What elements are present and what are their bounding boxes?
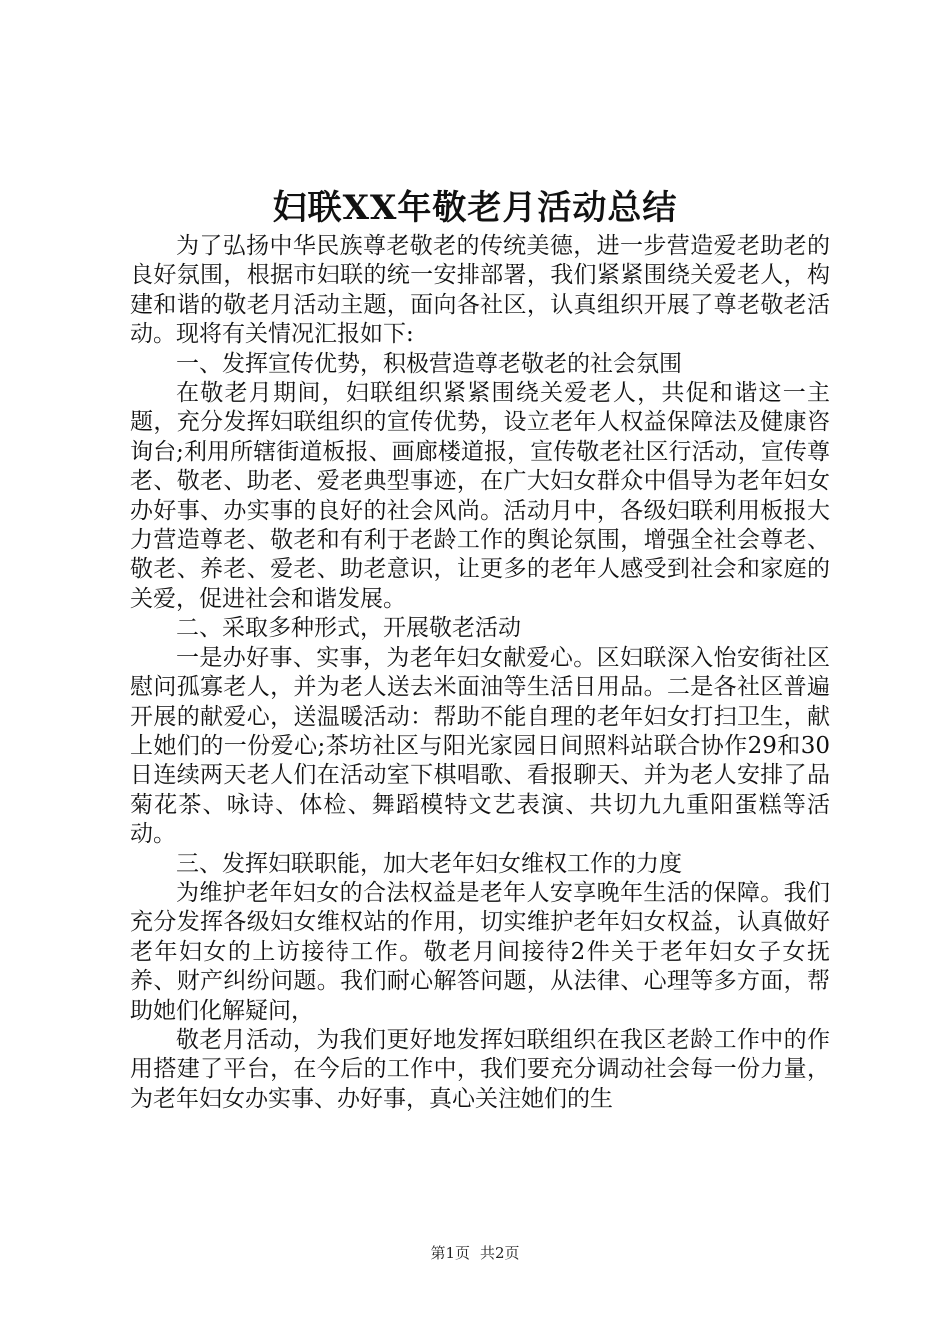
- page-total: 共2页: [480, 1244, 520, 1262]
- intro-paragraph: 为了弘扬中华民族尊老敬老的传统美德，进一步营造爱老助老的良好氛围，根据市妇联的统一安排部署，我们紧紧围绕关爱老人，构建和谐的敬老月活动主题，面向各社区，认真组织开展了尊老敬老活动。现将有关情况汇报如下:: [130, 233, 830, 348]
- section-2-paragraph: 一是办好事、实事，为老年妇女献爱心。区妇联深入怡安街社区慰问孤寡老人，并为老人送去米面油等生活日用品。二是各社区普遍开展的献爱心，送温暖活动：帮助不能自理的老年妇女打扫卫生，献上她们的一份爱心;茶坊社区与阳光家园日间照料站联合协作29和30日连续两天老人们在活动室下棋唱歌、看报聊天、并为老人安排了品菊花茶、咏诗、体检、舞蹈模特文艺表演、共切九九重阳蛋糕等活动。: [130, 644, 830, 848]
- section-3-paragraph: 为维护老年妇女的合法权益是老年人安享晚年生活的保障。我们充分发挥各级妇女维权站的作用，切实维护老年妇女权益，认真做好老年妇女的上访接待工作。敬老月间接待2件关于老年妇女子女抚养、财产纠纷问题。我们耐心解答问题，从法律、心理等多方面，帮助她们化解疑问，: [130, 879, 830, 1024]
- section-heading-3: 三、发挥妇联职能，加大老年妇女维权工作的力度: [176, 850, 682, 877]
- document-title: 妇联XX年敬老月活动总结: [272, 188, 678, 228]
- section-heading-2: 二、采取多种形式，开展敬老活动: [176, 615, 521, 642]
- page-number: 第1页: [430, 1244, 470, 1262]
- page-footer: [0, 1243, 950, 1263]
- document-body: [130, 232, 830, 1114]
- section-heading-1: 一、发挥宣传优势，积极营造尊老敬老的社会氛围: [176, 350, 682, 377]
- closing-paragraph: 敬老月活动，为我们更好地发挥妇联组织在我区老龄工作中的作用搭建了平台，在今后的工作中，我们要充分调动社会每一份力量，为老年妇女办实事、办好事，真心关注她们的生: [130, 1026, 830, 1112]
- section-1-paragraph: 在敬老月期间，妇联组织紧紧围绕关爱老人，共促和谐这一主题，充分发挥妇联组织的宣传优势，设立老年人权益保障法及健康咨询台;利用所辖街道板报、画廊楼道报，宣传敬老社区行活动，宣传尊老、敬老、助老、爱老典型事迹，在广大妇女群众中倡导为老年妇女办好事、办实事的良好的社会风尚。活动月中，各级妇联利用板报大力营造尊老、敬老和有利于老龄工作的舆论氛围，增强全社会尊老、敬老、养老、爱老、助老意识，让更多的老年人感受到社会和家庭的关爱，促进社会和谐发展。: [130, 380, 830, 612]
